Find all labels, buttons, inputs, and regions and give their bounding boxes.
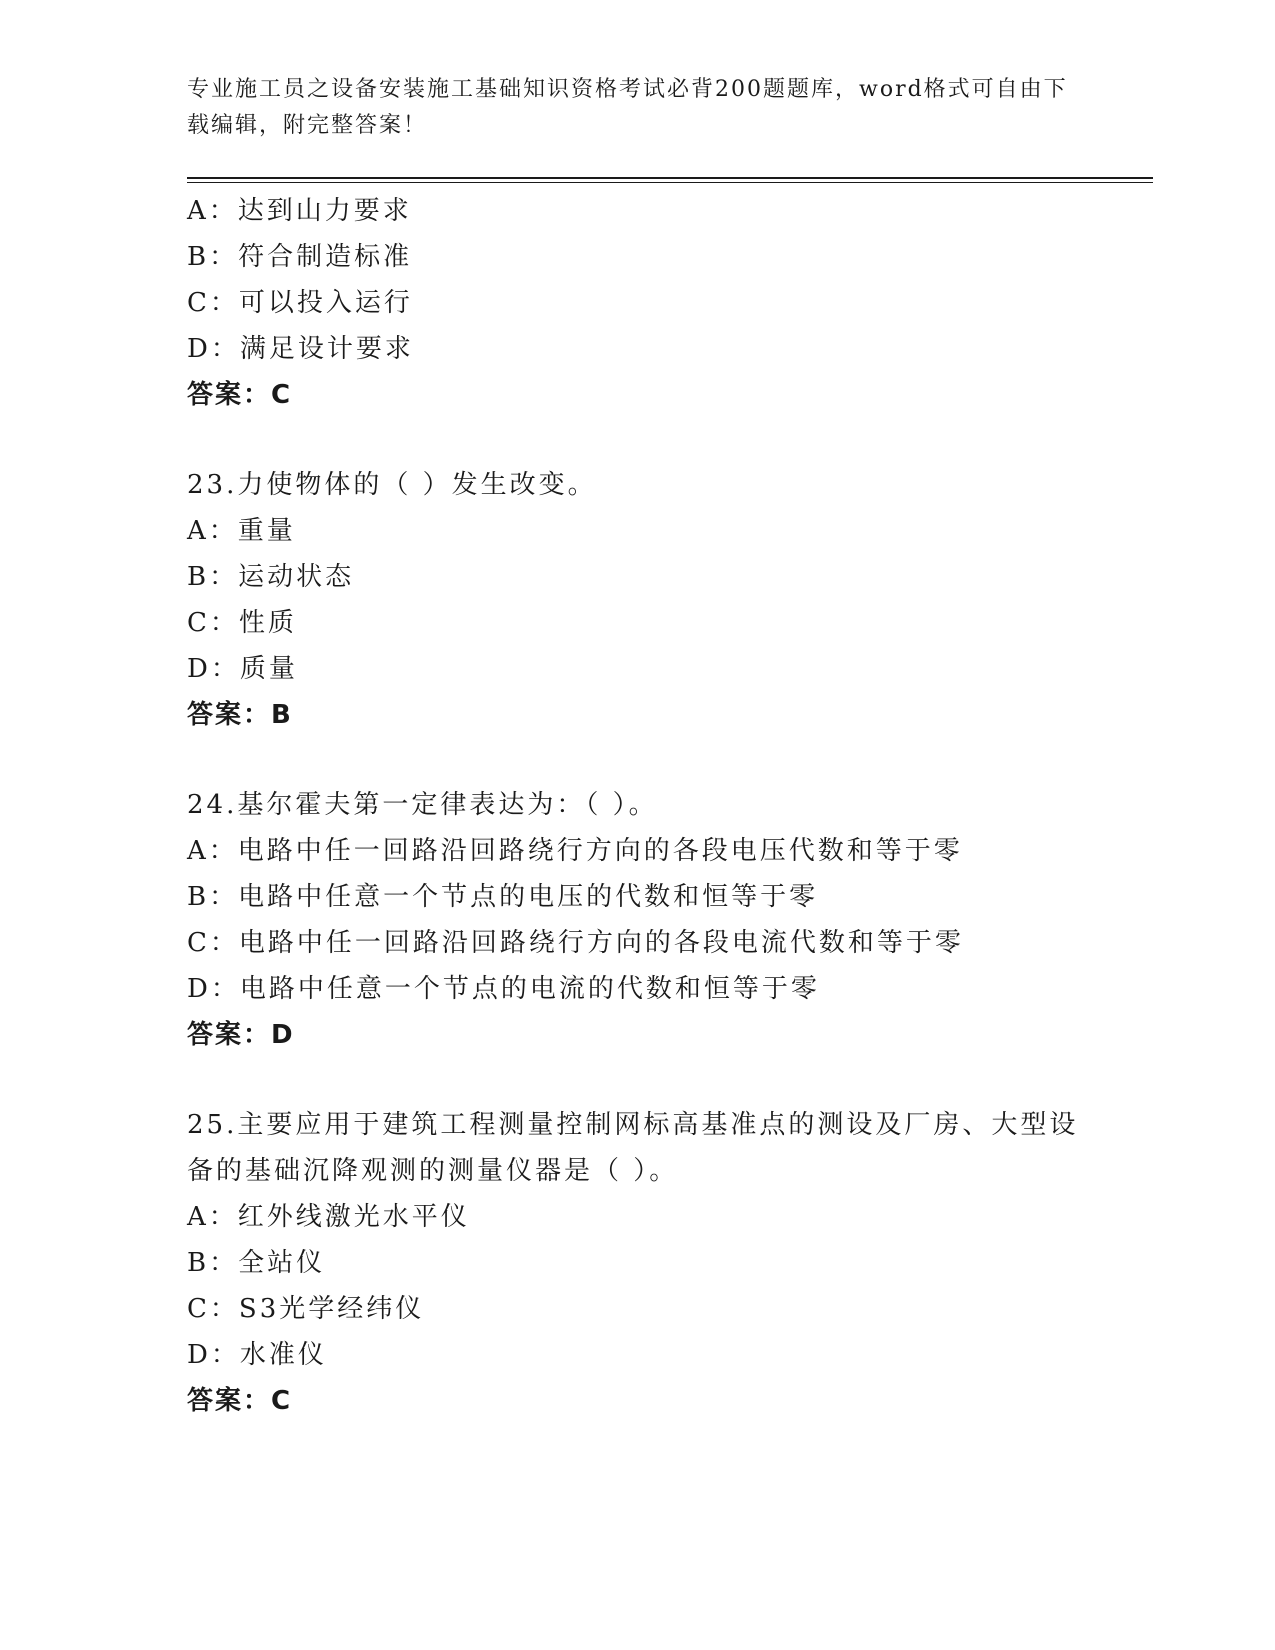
answer-line: 答案：C (187, 1386, 293, 1416)
option-c: C：电路中任一回路沿回路绕行方向的各段电流代数和等于零 (187, 928, 964, 958)
option-d: D：电路中任意一个节点的电流的代数和恒等于零 (187, 974, 820, 1004)
option-b: B：全站仪 (187, 1248, 326, 1278)
answer-line: 答案：D (187, 1020, 295, 1050)
option-b: B：运动状态 (187, 562, 355, 592)
option-c: C：可以投入运行 (187, 288, 413, 318)
option-c: C：S3光学经纬仪 (187, 1294, 425, 1324)
option-b: B：电路中任意一个节点的电压的代数和恒等于零 (187, 882, 819, 912)
question-text: 24.基尔霍夫第一定律表达为：（ ）。 (187, 790, 658, 820)
document-header: 专业施工员之设备安装施工基础知识资格考试必背200题题库，word格式可自由下载编辑，附完整答案！ (187, 77, 1068, 138)
question-block-25 (187, 1102, 1087, 1424)
block-spacer (187, 418, 1087, 462)
option-a: A：电路中任一回路沿回路绕行方向的各段电压代数和等于零 (187, 836, 963, 866)
option-c: C：性质 (187, 608, 297, 638)
option-a: A：重量 (187, 516, 296, 546)
header-divider-thin (187, 182, 1153, 183)
option-d: D：满足设计要求 (187, 334, 414, 364)
answer-line: 答案：B (187, 700, 293, 730)
option-d: D：质量 (187, 654, 298, 684)
option-a: A：红外线激光水平仪 (187, 1202, 470, 1232)
option-d: D：水准仪 (187, 1340, 327, 1370)
option-b: B：符合制造标准 (187, 242, 413, 272)
block-spacer (187, 1058, 1087, 1102)
question-content (187, 188, 1087, 1424)
question-block-continued (187, 188, 1087, 418)
question-text: 25.主要应用于建筑工程测量控制网标高基准点的测设及厂房、大型设备的基础沉降观测的测量仪器是（ ）。 (187, 1110, 1079, 1186)
option-a: A：达到山力要求 (187, 196, 412, 226)
answer-line: 答案：C (187, 380, 293, 410)
block-spacer (187, 738, 1087, 782)
question-text: 23.力使物体的（ ）发生改变。 (187, 470, 597, 500)
question-block-23 (187, 462, 1087, 738)
question-block-24 (187, 782, 1087, 1058)
header-divider-thick (187, 177, 1153, 179)
